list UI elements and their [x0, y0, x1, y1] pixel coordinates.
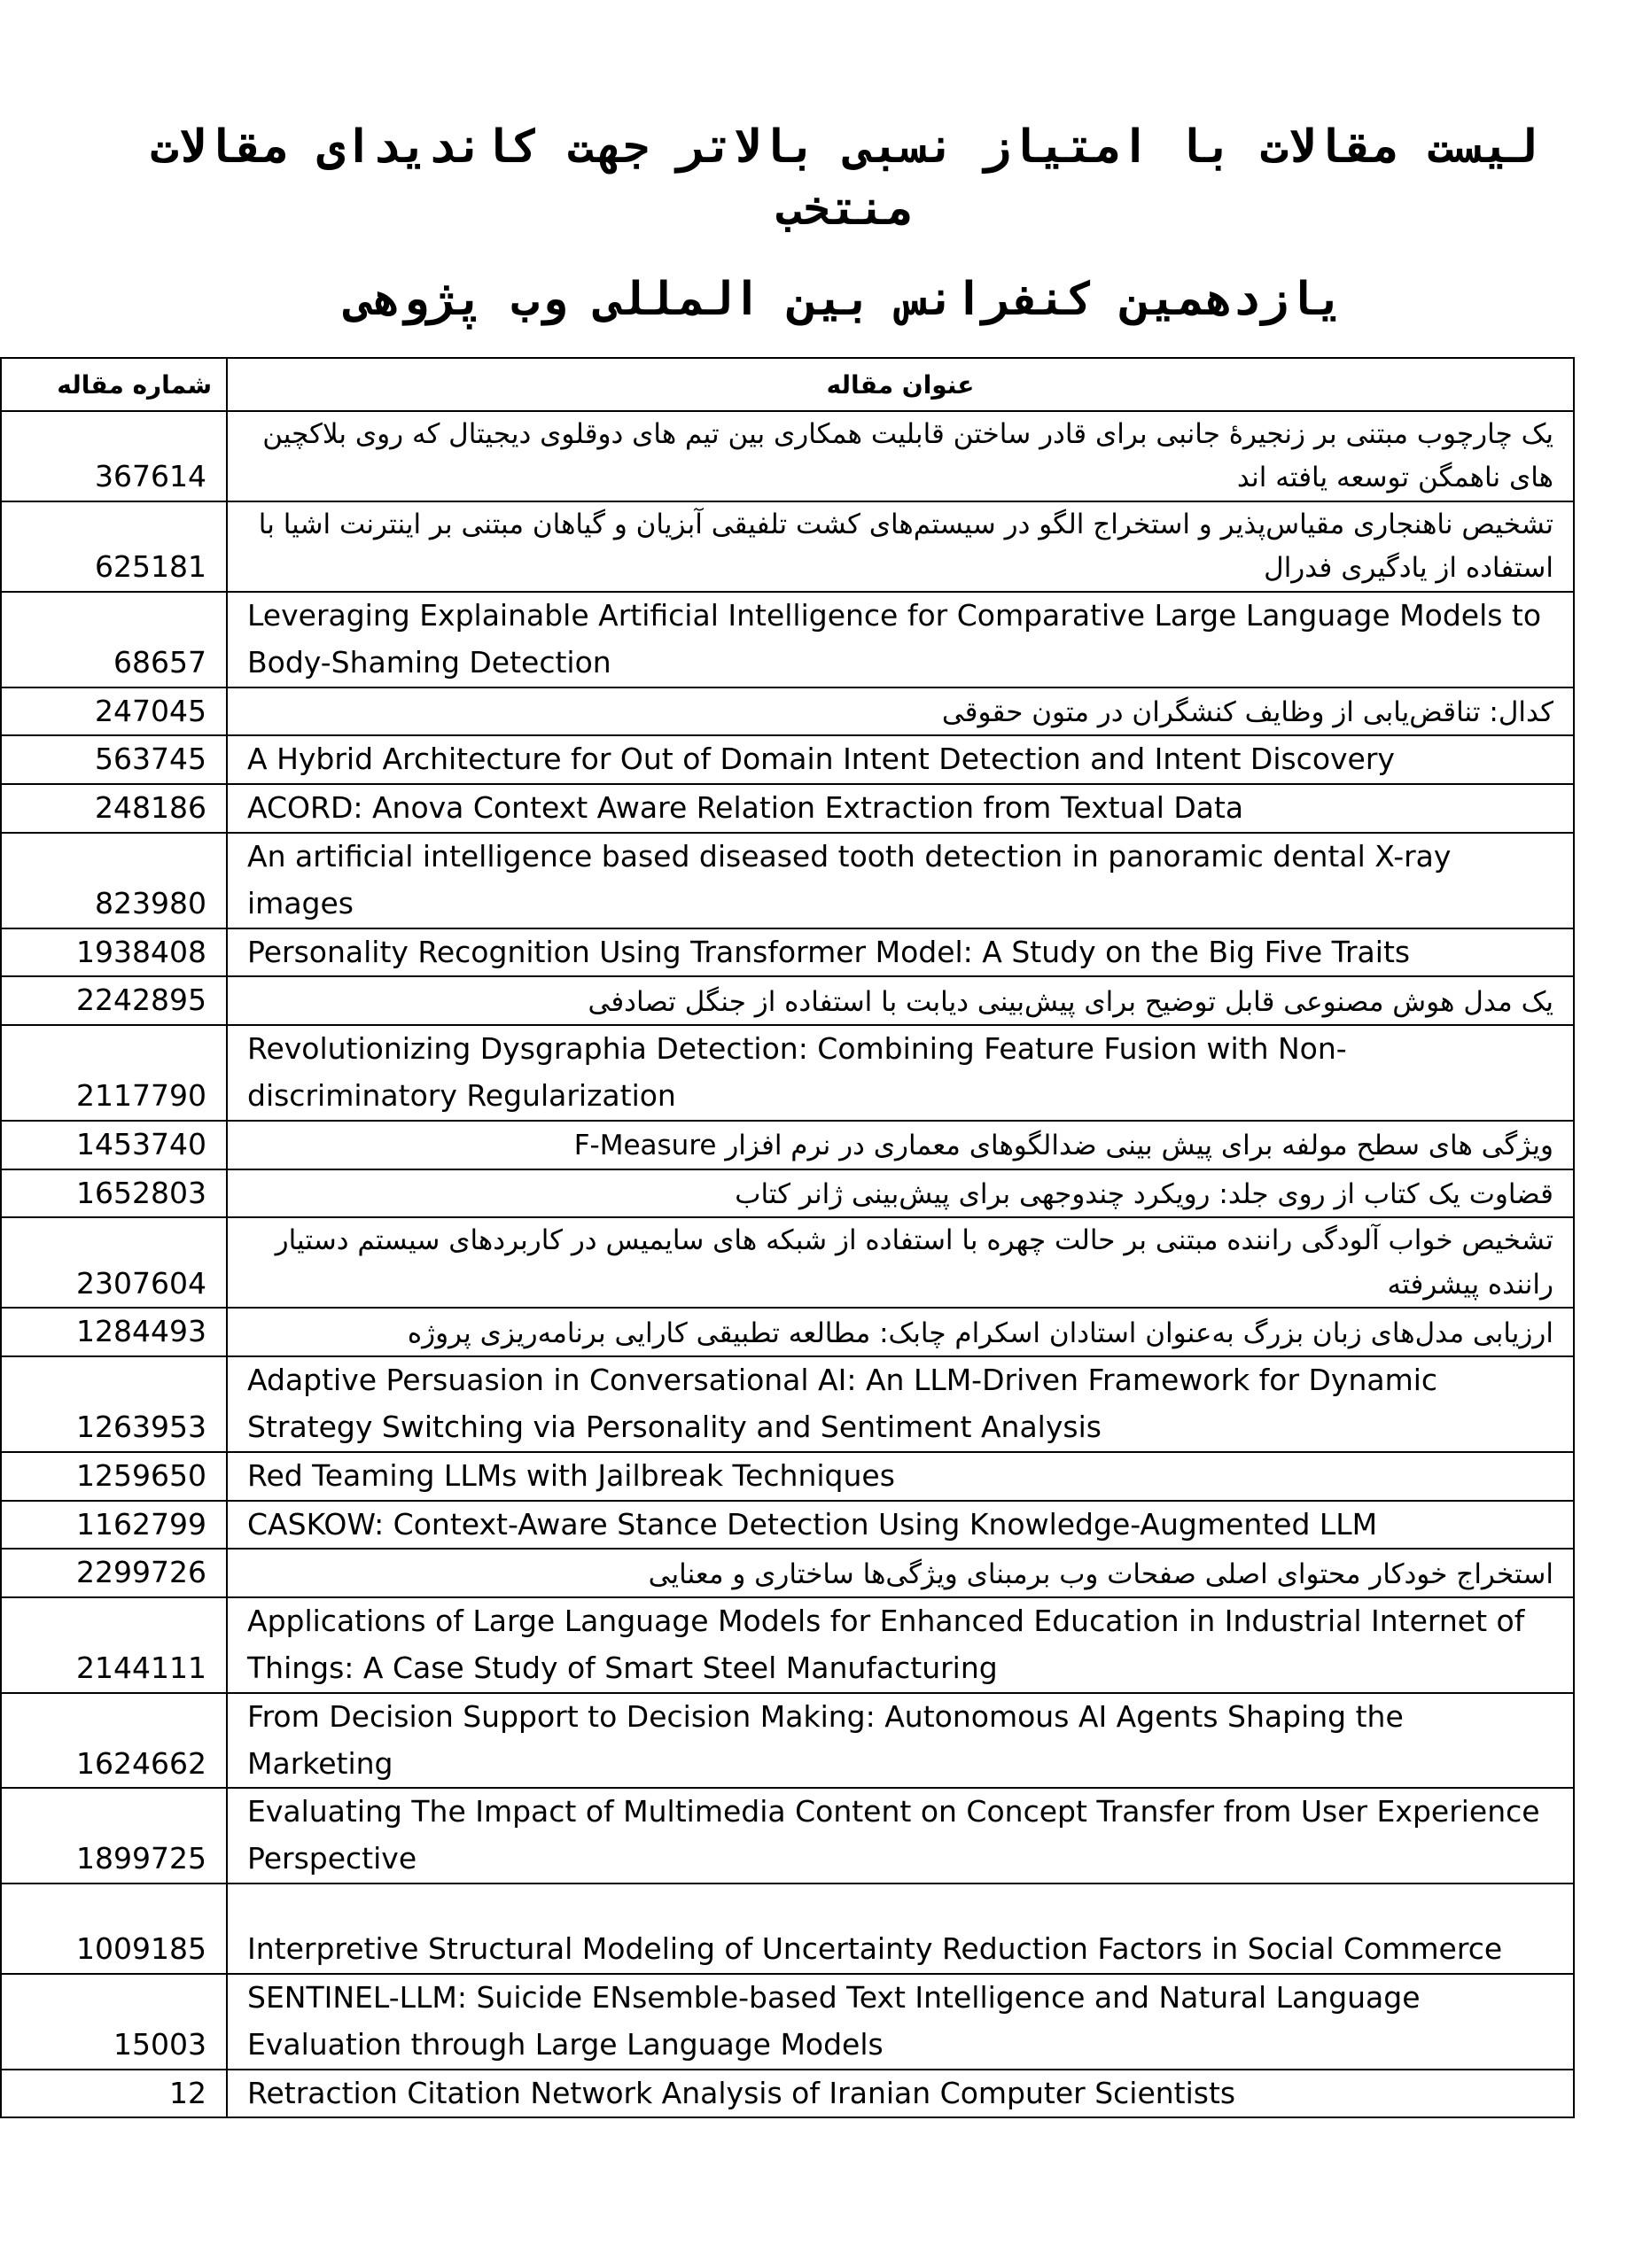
- paper-title: قضاوت یک کتاب از روی جلد: رویکرد چندوجهی برای پیش‌بینی ژانر کتاب: [227, 1169, 1574, 1218]
- paper-title: Adaptive Persuasion in Conversational AI: An LLM-Driven Framework for Dynamic Strategy Switching via Personality and Sentiment Analysis: [227, 1356, 1574, 1452]
- paper-number: 1263953: [1, 1356, 227, 1452]
- table-row: [1, 833, 1574, 928]
- paper-title: Applications of Large Language Models for Enhanced Education in Industrial Internet of Things: A Case Study of Smart Steel Manufacturing: [227, 1597, 1574, 1693]
- paper-number: 1652803: [1, 1169, 227, 1218]
- document-title-line1: لیست مقالات با امتیاز نسبی بالاتر جهت کاندیدای مقالات: [150, 120, 1538, 174]
- table-row: [1, 687, 1574, 736]
- paper-title: Red Teaming LLMs with Jailbreak Techniques: [227, 1452, 1574, 1501]
- paper-title: A Hybrid Architecture for Out of Domain Intent Detection and Intent Discovery: [227, 735, 1574, 784]
- paper-number: 15003: [1, 1974, 227, 2070]
- paper-title: تشخیص ناهنجاری مقیاس‌پذیر و استخراج الگو در سیستم‌های کشت تلفیقی آبزیان و گیاهان مبتنی بر اینترنت اشیا با استفاده از یادگیری فدرال: [227, 501, 1574, 592]
- table-row: [1, 928, 1574, 977]
- paper-number: 367614: [1, 411, 227, 501]
- table-row: [1, 1356, 1574, 1452]
- paper-title: Revolutionizing Dysgraphia Detection: Combining Feature Fusion with Non-discriminatory Regularization: [227, 1025, 1574, 1121]
- paper-title: CASKOW: Context-Aware Stance Detection Using Knowledge-Augmented LLM: [227, 1501, 1574, 1550]
- paper-number: 823980: [1, 833, 227, 928]
- table-row: [1, 1974, 1574, 2070]
- table-row: [1, 1693, 1574, 1789]
- paper-number: 1899725: [1, 1788, 227, 1884]
- table-row: [1, 1169, 1574, 1218]
- paper-title: تشخیص خواب آلودگی راننده مبتنی بر حالت چهره با استفاده از شبکه های سایمیس در کاربردهای سیستم دستیار راننده پیشرفته: [227, 1217, 1574, 1308]
- table-row: [1, 735, 1574, 784]
- table-row: [1, 1452, 1574, 1501]
- papers-table-header: [1, 358, 1574, 411]
- paper-number: 68657: [1, 592, 227, 687]
- paper-title: Personality Recognition Using Transformer Model: A Study on the Big Five Traits: [227, 928, 1574, 977]
- header-paper-number: شماره مقاله: [1, 358, 227, 411]
- paper-title: ویژگی های سطح مولفه برای پیش بینی ضدالگوهای معماری در نرم افزار F-Measure: [227, 1121, 1574, 1169]
- table-row: [1, 1788, 1574, 1884]
- table-row: [1, 411, 1574, 501]
- paper-number: 1009185: [1, 1884, 227, 1974]
- paper-number: 247045: [1, 687, 227, 736]
- paper-number: 2299726: [1, 1549, 227, 1597]
- paper-number: 563745: [1, 735, 227, 784]
- paper-title: Evaluating The Impact of Multimedia Content on Concept Transfer from User Experience Perspective: [227, 1788, 1574, 1884]
- table-row: [1, 1025, 1574, 1121]
- paper-number: 248186: [1, 784, 227, 833]
- table-row: [1, 1121, 1574, 1169]
- paper-title: یک چارچوب مبتنی بر زنجیرهٔ جانبی برای قادر ساختن قابلیت همکاری بین تیم های دوقلوی دیجیتال که روی بلاکچین های ناهمگن توسعه یافته اند: [227, 411, 1574, 501]
- paper-number: 1624662: [1, 1693, 227, 1789]
- paper-number: 2307604: [1, 1217, 227, 1308]
- table-row: [1, 1884, 1574, 1974]
- paper-title: ارزیابی مدل‌های زبان بزرگ به‌عنوان استادان اسکرام چابک: مطالعه تطبیقی کارایی برنامه‌ریزی پروژه: [227, 1308, 1574, 1356]
- paper-number: 1259650: [1, 1452, 227, 1501]
- header-paper-title: عنوان مقاله: [227, 358, 1574, 411]
- table-row: [1, 592, 1574, 687]
- paper-title: From Decision Support to Decision Making: Autonomous AI Agents Shaping the Marketing: [227, 1693, 1574, 1789]
- document-title-line2: منتخب: [775, 183, 914, 236]
- paper-number: 12: [1, 2070, 227, 2118]
- table-row: [1, 784, 1574, 833]
- paper-number: 2117790: [1, 1025, 227, 1121]
- paper-title: Retraction Citation Network Analysis of Iranian Computer Scientists: [227, 2070, 1574, 2118]
- paper-number: 625181: [1, 501, 227, 592]
- table-row: [1, 1501, 1574, 1550]
- table-row: [1, 1217, 1574, 1308]
- table-row: [1, 1597, 1574, 1693]
- papers-table-body: [1, 411, 1574, 2117]
- table-row: [1, 1549, 1574, 1597]
- paper-number: 1284493: [1, 1308, 227, 1356]
- paper-title: An artificial intelligence based diseased tooth detection in panoramic dental X-ray images: [227, 833, 1574, 928]
- paper-title: کدال: تناقض‌یابی از وظایف کنشگران در متون حقوقی: [227, 687, 1574, 736]
- paper-title: Leveraging Explainable Artificial Intelligence for Comparative Large Language Models to Body-Shaming Detection: [227, 592, 1574, 687]
- conference-subtitle: یازدهمین کنفرانس بین المللی وب پژوهی: [344, 273, 1344, 326]
- paper-number: 1938408: [1, 928, 227, 977]
- paper-number: 1162799: [1, 1501, 227, 1550]
- table-row: [1, 501, 1574, 592]
- paper-title: SENTINEL-LLM: Suicide ENsemble-based Text Intelligence and Natural Language Evaluation through Large Language Models: [227, 1974, 1574, 2070]
- paper-number: 2144111: [1, 1597, 227, 1693]
- paper-title: یک مدل هوش مصنوعی قابل توضیح برای پیش‌بینی دیابت با استفاده از جنگل تصادفی: [227, 976, 1574, 1025]
- paper-title: استخراج خودکار محتوای اصلی صفحات وب برمبنای ویژگی‌ها ساختاری و معنایی: [227, 1549, 1574, 1597]
- paper-number: 2242895: [1, 976, 227, 1025]
- table-row: [1, 976, 1574, 1025]
- table-row: [1, 1308, 1574, 1356]
- papers-table: [0, 357, 1575, 2118]
- paper-number: 1453740: [1, 1121, 227, 1169]
- paper-title: ACORD: Anova Context Aware Relation Extraction from Textual Data: [227, 784, 1574, 833]
- table-row: [1, 2070, 1574, 2118]
- paper-title: Interpretive Structural Modeling of Uncertainty Reduction Factors in Social Commerce: [227, 1884, 1574, 1974]
